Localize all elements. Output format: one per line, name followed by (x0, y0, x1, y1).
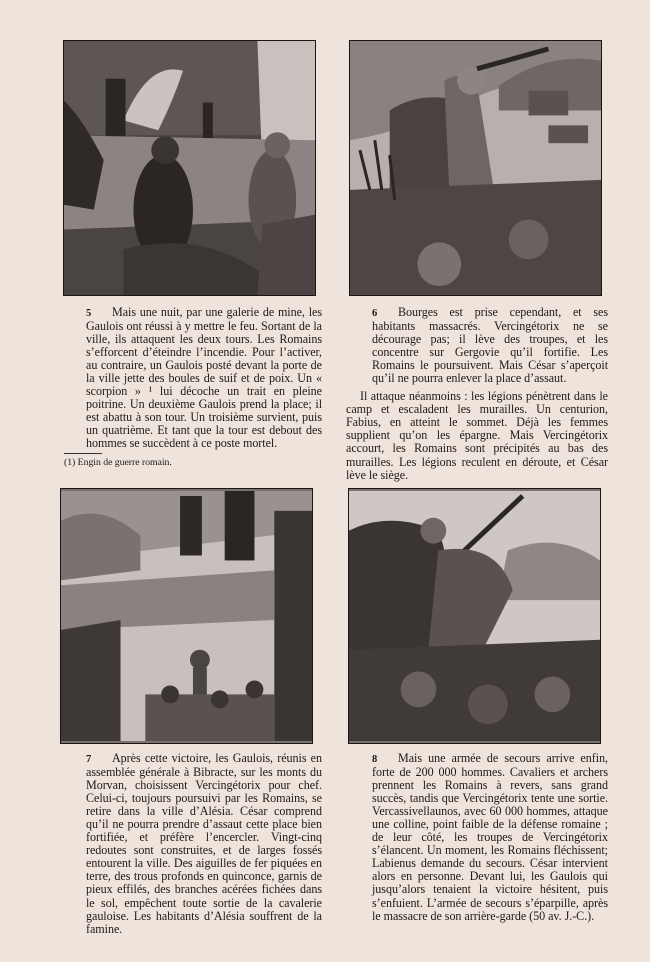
panel-number-7: 7 (86, 754, 92, 765)
caption-panel-8 (346, 752, 608, 923)
illustration-panel-6 (349, 40, 602, 296)
footnote: (1) Engin de guerre romain. (60, 456, 322, 469)
panel-number-5: 5 (86, 308, 92, 319)
alesia-siege-illustration-icon (61, 489, 312, 743)
illustration-panel-8 (348, 488, 601, 744)
gaul-attack-illustration-icon (64, 41, 315, 295)
illustration-panel-5 (63, 40, 316, 296)
vercingetorix-horse-illustration-icon (350, 41, 601, 295)
caption-8-paragraph (346, 752, 608, 923)
panel-number-6: 6 (372, 308, 378, 319)
caption-5-paragraph (60, 306, 322, 451)
caption-7-paragraph (60, 752, 322, 936)
caption-panel-5 (60, 306, 322, 469)
caption-8-text: Mais une armée de secours arrive enfin, forte de 200 000 hommes. Cavaliers et archers prennent les Romains à revers, sans grand succès, tandis que Vercingétorix tente une sortie. Vercassivellaunos, avec 60 000 hommes, attaque une colline, point faible de la défense romaine ; de leur côté, les troupes de Vercingétorix s’élancent. Un moment, les Romains fléchissent; Labienus demande du secours. César intervient alors en personne. Devant lui, les Gaulois qui jusqu’alors tenaient la victoire hésitent, puis s’enfuient. L’armée de secours s’éparpille, après le massacre de son arrière-garde (50 av. J.-C.). (372, 751, 608, 923)
caption-panel-6 (346, 306, 608, 482)
caesar-horse-illustration-icon (349, 489, 600, 743)
caption-6-paragraph-1 (346, 306, 608, 385)
caption-6-paragraph-2: Il attaque néanmoins : les légions pénètrent dans le camp et escaladent les murailles. Un centurion, Fabius, en atteint le sommet. Déjà les femmes supplient qu’on les épargne. Mais Vercingétorix accourt, les Romains sont précipités au bas des murailles. Les légions reculent en déroute, et César lève le siège. (346, 389, 608, 482)
caption-5-text: Mais une nuit, par une galerie de mine, les Gaulois ont réussi à y mettre le feu. Sortant de la ville, ils attaquent les deux tours. Les Romains s’efforcent d’éteindre l’incendie. Pour l’activer, au contraire, un Gaulois posté devant la porte de la ville jette des boules de suif et de poix. Un « scorpion » ¹ lui décoche un trait en pleine poitrine. Un deuxième Gaulois prend la place; il est abattu à son tour. Un troisième survient, puis un quatrième. Et tant que la tour est debout des hommes se succèdent à ce poste mortel. (86, 305, 322, 451)
caption-7-text: Après cette victoire, les Gaulois, réunis en assemblée générale à Bibracte, sur les monts du Morvan, choisissent Vercingétorix pour chef. Celui-ci, toujours poursuivi par les Romains, se retire dans la ville d’Alésia. César comprend qu’il ne pourra prendre d’assaut cette place bien fortifiée, et préfère l’encercler. Vingt-cinq redoutes sont construites, et de larges fossés entourent la ville. Des aiguilles de fer piquées en terre, des trous profonds en quinconce, garnis de pieux effilés, des branches acérées fichées dans le sol, empêchent toute sortie de la cavalerie gauloise. Les habitants d’Alésia souffrent de la famine. (86, 751, 322, 936)
illustration-panel-7 (60, 488, 313, 744)
caption-panel-7 (60, 752, 322, 936)
panel-number-8: 8 (372, 754, 378, 765)
caption-6-text-1: Bourges est prise cependant, et ses habitants massacrés. Vercingétorix ne se décourage pas; il lève des troupes, et les concentre sur Gergovie qu’il fortifie. Les Romains le poursuivent. Mais César s’aperçoit qu’il ne pourra enlever la place d’assaut. (372, 305, 608, 386)
